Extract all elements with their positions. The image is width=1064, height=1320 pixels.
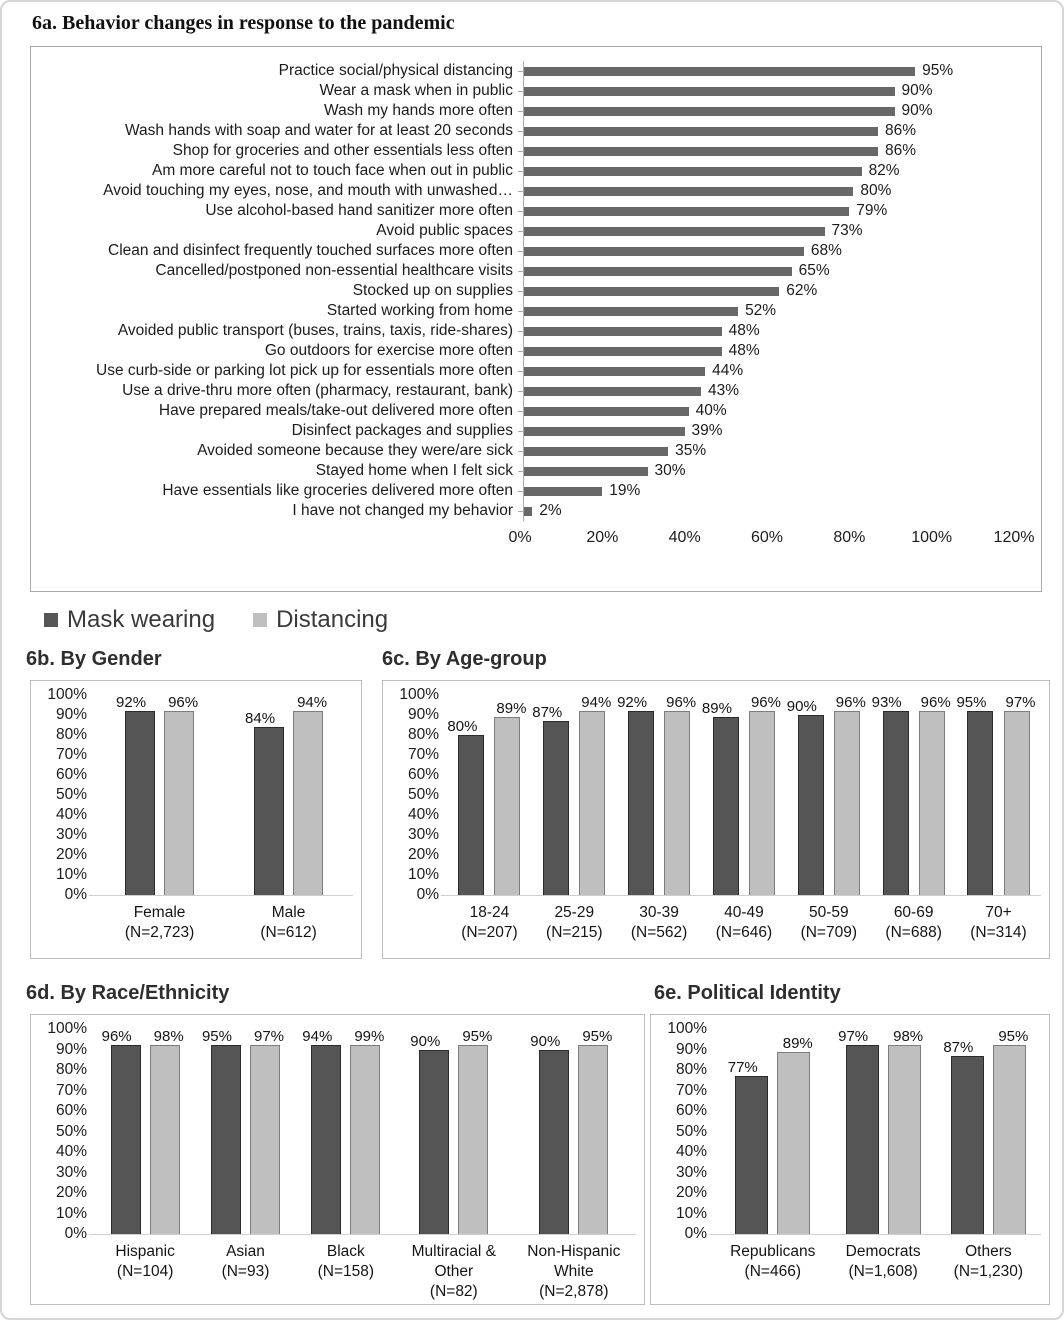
y-tick-label: 50% xyxy=(407,786,439,803)
mask-wearing-bar xyxy=(458,735,484,895)
hbar-bar xyxy=(524,267,792,276)
hbar-track xyxy=(523,261,1018,281)
y-tick-label: 30% xyxy=(407,826,439,843)
bar-value-label: 89% xyxy=(701,700,732,717)
distancing-bar xyxy=(164,711,194,895)
bar-value-label: 90% xyxy=(530,1032,561,1050)
hbar-bar xyxy=(524,367,705,376)
hbar-value-label: 95% xyxy=(922,62,954,79)
mask-wearing-bar xyxy=(539,1050,569,1235)
bar-group xyxy=(116,694,199,943)
y-tick-label: 80% xyxy=(675,1061,707,1078)
y-tick-label: 50% xyxy=(675,1122,707,1140)
y-tick-label: 30% xyxy=(55,826,87,843)
hbar-bar xyxy=(524,107,895,116)
mask-wearing-bar xyxy=(883,711,909,895)
y-tick-label: 40% xyxy=(675,1143,707,1160)
hbar-category-label: Have prepared meals/take-out delivered more often xyxy=(158,402,513,419)
hbar-track xyxy=(523,461,1018,481)
hbar-value-label: 86% xyxy=(885,142,917,159)
hbar-rows xyxy=(37,61,1041,521)
bar-group xyxy=(617,694,697,943)
mask-wearing-bar xyxy=(846,1045,879,1234)
hbar-track xyxy=(523,281,1018,301)
legend-item-mask-wearing xyxy=(44,606,215,634)
hbar-bar xyxy=(524,227,825,236)
bar-group xyxy=(786,694,866,943)
figure-6e-panel xyxy=(650,1014,1050,1305)
distancing-bar xyxy=(749,711,775,895)
bar-value-label: 84% xyxy=(245,710,276,727)
bar-value-label: 89% xyxy=(782,1034,813,1052)
bar-value-label: 95% xyxy=(201,1028,232,1045)
y-axis xyxy=(659,1020,715,1242)
category-label: 25-29 (N=215) xyxy=(546,904,603,942)
hbar-bar xyxy=(524,407,689,416)
y-tick-label: 10% xyxy=(55,866,87,883)
hbar-category-label: Avoid touching my eyes, nose, and mouth with unwashed… xyxy=(103,182,513,199)
mask-wearing-bar xyxy=(798,715,824,895)
hbar-value-label: 39% xyxy=(691,422,723,439)
hbar-category-label: Avoided someone because they were/are sick xyxy=(197,442,513,459)
bar-group xyxy=(527,1029,620,1302)
hbar-track xyxy=(523,61,1018,81)
category-label: Black (N=158) xyxy=(317,1243,375,1281)
category-label: 70+ (N=314) xyxy=(970,904,1027,942)
hbar-category-label: Have essentials like groceries delivered more often xyxy=(162,482,513,499)
distancing-bar xyxy=(834,711,860,895)
legend-label: Mask wearing xyxy=(67,606,216,633)
category-label: Multiracial & Other (N=82) xyxy=(411,1243,497,1301)
hbar-row xyxy=(37,241,1041,261)
bar-value-label: 95% xyxy=(956,694,987,711)
bar-value-label: 87% xyxy=(943,1038,974,1056)
bar-group xyxy=(701,694,781,943)
hbar-track xyxy=(523,501,1018,521)
bar-group xyxy=(532,694,612,943)
y-tick-label: 90% xyxy=(55,1040,87,1058)
hbar-track xyxy=(523,101,1018,121)
category-label: 50-59 (N=709) xyxy=(800,904,858,942)
hbar-row xyxy=(37,161,1041,181)
bar-group xyxy=(447,695,527,943)
bar-value-label: 87% xyxy=(532,704,563,721)
bar-value-label: 95% xyxy=(462,1028,493,1045)
y-tick-label: 90% xyxy=(407,706,439,723)
y-tick-label: 90% xyxy=(55,706,87,723)
y-tick-label: 10% xyxy=(55,1204,87,1222)
hbar-bar xyxy=(524,187,853,196)
distancing-bar xyxy=(350,1045,380,1234)
category-label: 18-24 (N=207) xyxy=(461,904,518,942)
category-label: 40-49 (N=646) xyxy=(715,904,773,942)
hbar-track xyxy=(523,161,1018,181)
y-tick-label: 50% xyxy=(55,786,87,803)
hbar-category-label: Avoid public spaces xyxy=(376,222,513,239)
hbar-track xyxy=(523,221,1018,241)
y-tick-label: 0% xyxy=(64,1225,87,1242)
hbar-row xyxy=(37,461,1041,481)
figure-6b-panel xyxy=(30,680,362,959)
bar-value-label: 95% xyxy=(998,1028,1029,1045)
bar-value-label: 98% xyxy=(153,1028,184,1045)
hbar-x-axis xyxy=(508,529,1035,553)
y-axis xyxy=(391,686,447,903)
hbar-value-label: 52% xyxy=(745,302,777,319)
y-tick-label: 60% xyxy=(675,1102,707,1119)
hbar-bar xyxy=(524,127,878,136)
y-tick-label: 20% xyxy=(55,846,87,863)
hbar-row xyxy=(37,261,1041,281)
hbar-category-label: I have not changed my behavior xyxy=(292,502,513,519)
distancing-bar xyxy=(664,711,690,895)
hbar-value-label: 48% xyxy=(728,342,760,359)
hbar-row xyxy=(37,321,1041,341)
bar-value-label: 89% xyxy=(496,700,527,717)
bar-groups xyxy=(95,1029,636,1302)
bar-value-label: 96% xyxy=(666,694,697,711)
hbar-track xyxy=(523,181,1018,201)
hbar-category-label: Wash my hands more often xyxy=(324,102,513,119)
y-tick-label: 0% xyxy=(416,886,439,903)
category-label: Others (N=1,230) xyxy=(953,1243,1024,1281)
bar-groups xyxy=(95,695,353,943)
x-tick-label: 80% xyxy=(833,529,866,546)
bar-value-label: 94% xyxy=(297,694,328,711)
hbar-row xyxy=(37,381,1041,401)
category-label: 30-39 (N=562) xyxy=(630,904,688,942)
category-label: Democrats (N=1,608) xyxy=(845,1243,921,1281)
hbar-track xyxy=(523,441,1018,461)
hbar-track xyxy=(523,121,1018,141)
x-tick-label: 60% xyxy=(750,529,784,546)
figure-6e-title: 6e. Political Identity xyxy=(654,982,841,1004)
hbar-value-label: 65% xyxy=(798,262,830,279)
distancing-bar xyxy=(579,711,605,895)
mask-wearing-swatch-icon xyxy=(44,613,58,627)
y-tick-label: 30% xyxy=(55,1163,87,1181)
distancing-bar xyxy=(919,711,945,895)
distancing-bar xyxy=(494,717,520,895)
hbar-value-label: 43% xyxy=(708,382,740,399)
hbar-track xyxy=(523,361,1018,381)
y-tick-label: 0% xyxy=(684,1225,707,1242)
hbar-bar xyxy=(524,287,779,296)
y-tick-label: 20% xyxy=(55,1184,87,1201)
y-tick-label: 60% xyxy=(55,766,87,783)
y-tick-label: 90% xyxy=(675,1040,707,1058)
mask-wearing-bar xyxy=(967,711,993,895)
hbar-category-label: Clean and disinfect frequently touched surfaces more often xyxy=(108,242,513,259)
distancing-bar xyxy=(993,1045,1026,1234)
hbar-track xyxy=(523,481,1018,501)
hbar-value-label: 40% xyxy=(695,402,727,419)
hbar-track xyxy=(523,81,1018,101)
figure-6c-panel xyxy=(382,680,1050,959)
y-tick-label: 100% xyxy=(47,1020,87,1037)
bar-groups xyxy=(447,695,1041,943)
hbar-bar xyxy=(524,347,722,356)
plot-area xyxy=(715,1029,1041,1304)
hbar-value-label: 68% xyxy=(810,242,842,259)
hbar-category-label: Shop for groceries and other essentials less often xyxy=(172,142,513,159)
y-tick-label: 70% xyxy=(55,746,87,763)
legend-label: Distancing xyxy=(276,606,389,633)
hbar-value-label: 44% xyxy=(712,362,744,379)
hbar-value-label: 30% xyxy=(654,462,686,479)
bar-value-label: 94% xyxy=(581,694,612,711)
bar-group xyxy=(727,1029,816,1282)
bar-group xyxy=(101,1028,184,1302)
bar-value-label: 94% xyxy=(302,1028,333,1045)
hbar-value-label: 86% xyxy=(885,122,917,139)
distancing-bar xyxy=(458,1045,488,1234)
bar-value-label: 95% xyxy=(582,1028,613,1045)
distancing-bar xyxy=(777,1052,810,1234)
hbar-track xyxy=(523,401,1018,421)
bar-value-label: 97% xyxy=(838,1028,869,1045)
hbar-category-label: Wash hands with soap and water for at least 20 seconds xyxy=(124,122,513,139)
x-tick-label: 100% xyxy=(911,529,953,546)
hbar-track xyxy=(523,421,1018,441)
y-tick-label: 80% xyxy=(55,726,87,743)
hbar-row xyxy=(37,101,1041,121)
category-label: Asian (N=93) xyxy=(221,1243,270,1281)
hbar-row xyxy=(37,421,1041,441)
hbar-bar xyxy=(524,87,895,96)
mask-wearing-bar xyxy=(111,1045,141,1234)
mask-wearing-bar xyxy=(713,717,739,895)
y-tick-label: 0% xyxy=(64,886,87,903)
hbar-bar xyxy=(524,167,862,176)
mask-wearing-bar xyxy=(628,711,654,895)
hbar-row xyxy=(37,141,1041,161)
hbar-track xyxy=(523,241,1018,261)
y-tick-label: 70% xyxy=(675,1081,707,1099)
figure-6d-title: 6d. By Race/Ethnicity xyxy=(26,982,230,1004)
hbar-value-label: 82% xyxy=(868,162,900,179)
bar-value-label: 92% xyxy=(116,694,147,711)
y-tick-label: 60% xyxy=(55,1102,87,1119)
y-tick-label: 40% xyxy=(55,806,87,823)
bar-value-label: 99% xyxy=(354,1028,385,1045)
category-label: 60-69 (N=688) xyxy=(885,904,942,942)
y-tick-label: 20% xyxy=(675,1184,707,1201)
hbar-bar xyxy=(524,207,849,216)
bar-value-label: 97% xyxy=(1005,694,1036,711)
distancing-bar xyxy=(888,1045,921,1234)
hbar-category-label: Avoided public transport (buses, trains, taxis, ride-shares) xyxy=(117,322,513,339)
hbar-bar xyxy=(524,447,668,456)
category-label: Female (N=2,723) xyxy=(124,904,195,942)
y-axis xyxy=(39,1020,95,1242)
bar-value-label: 96% xyxy=(835,694,866,711)
x-tick-label: 40% xyxy=(668,529,701,546)
hbar-bar xyxy=(524,67,915,76)
hbar-value-label: 73% xyxy=(831,222,863,239)
hbar-row xyxy=(37,401,1041,421)
bar-group xyxy=(956,694,1036,943)
mask-wearing-bar xyxy=(254,727,284,895)
bar-value-label: 97% xyxy=(253,1028,285,1045)
bar-group xyxy=(302,1028,385,1302)
hbar-category-label: Go outdoors for exercise more often xyxy=(264,342,513,359)
hbar-value-label: 2% xyxy=(539,502,562,519)
y-tick-label: 100% xyxy=(47,686,87,703)
hbar-category-label: Use alcohol-based hand sanitizer more often xyxy=(205,202,513,219)
x-tick-label: 20% xyxy=(586,529,619,546)
plot-area xyxy=(447,695,1041,958)
bar-groups xyxy=(715,1029,1041,1282)
mask-wearing-bar xyxy=(125,711,155,895)
y-tick-label: 50% xyxy=(55,1122,87,1140)
category-label: Hispanic (N=104) xyxy=(115,1243,175,1281)
hbar-value-label: 35% xyxy=(675,442,707,459)
hbar-track xyxy=(523,301,1018,321)
hbar-value-label: 19% xyxy=(609,482,641,499)
bar-group xyxy=(943,1028,1029,1282)
hbar-value-label: 90% xyxy=(901,82,933,99)
hbar-category-label: Practice social/physical distancing xyxy=(278,62,513,79)
distancing-bar xyxy=(1004,711,1030,895)
hbar-category-label: Disinfect packages and supplies xyxy=(291,422,513,439)
y-tick-label: 80% xyxy=(55,1061,87,1078)
distancing-swatch-icon xyxy=(253,613,267,627)
bar-group xyxy=(838,1028,924,1282)
hbar-bar xyxy=(524,487,602,496)
hbar-row xyxy=(37,121,1041,141)
hbar-row xyxy=(37,221,1041,241)
hbar-value-label: 79% xyxy=(856,202,888,219)
bar-value-label: 96% xyxy=(750,694,781,711)
y-tick-label: 10% xyxy=(407,866,439,883)
figure-6d-panel xyxy=(30,1014,645,1305)
bar-value-label: 77% xyxy=(727,1059,758,1077)
distancing-bar xyxy=(578,1045,608,1234)
bar-value-label: 92% xyxy=(617,694,648,711)
hbar-row xyxy=(37,341,1041,361)
hbar-bar xyxy=(524,507,532,516)
y-tick-label: 80% xyxy=(407,726,439,743)
y-tick-label: 40% xyxy=(407,806,439,823)
hbar-category-label: Use a drive-thru more often (pharmacy, restaurant, bank) xyxy=(122,382,513,399)
mask-wearing-bar xyxy=(419,1050,449,1235)
category-label: Non-Hispanic White (N=2,878) xyxy=(527,1243,621,1301)
bar-group xyxy=(201,1028,285,1302)
figure-6b-title: 6b. By Gender xyxy=(26,648,162,670)
distancing-bar xyxy=(293,711,323,895)
bar-value-label: 90% xyxy=(410,1032,441,1050)
hbar-track xyxy=(523,381,1018,401)
hbar-category-label: Am more careful not to touch face when out in public xyxy=(151,162,513,179)
legend xyxy=(44,606,388,634)
figure-6c-title: 6c. By Age-group xyxy=(382,648,547,670)
y-tick-label: 60% xyxy=(407,766,439,783)
hbar-track xyxy=(523,341,1018,361)
bar-group xyxy=(245,694,328,943)
figure-6a-panel xyxy=(30,46,1042,592)
plot-area xyxy=(95,695,353,958)
hbar-value-label: 62% xyxy=(786,282,818,299)
hbar-category-label: Cancelled/postponed non-essential healthcare visits xyxy=(155,262,513,279)
hbar-row xyxy=(37,501,1041,521)
hbar-row xyxy=(37,81,1041,101)
hbar-value-label: 48% xyxy=(728,322,760,339)
y-tick-label: 70% xyxy=(55,1081,87,1099)
hbar-row xyxy=(37,481,1041,501)
hbar-value-label: 80% xyxy=(860,182,892,199)
distancing-bar xyxy=(250,1045,280,1234)
mask-wearing-bar xyxy=(951,1056,984,1234)
bar-group xyxy=(871,694,951,943)
hbar-track xyxy=(523,321,1018,341)
y-tick-label: 70% xyxy=(407,746,439,763)
mask-wearing-bar xyxy=(543,721,569,895)
bar-group xyxy=(412,1029,496,1302)
hbar-bar xyxy=(524,247,804,256)
bar-value-label: 90% xyxy=(786,698,817,715)
y-tick-label: 20% xyxy=(407,846,439,863)
hbar-row xyxy=(37,281,1041,301)
hbar-value-label: 90% xyxy=(901,102,933,119)
y-tick-label: 100% xyxy=(667,1020,707,1037)
hbar-category-label: Stocked up on supplies xyxy=(352,282,513,299)
hbar-category-label: Use curb-side or parking lot pick up for essentials more often xyxy=(96,362,513,379)
hbar-bar xyxy=(524,467,648,476)
hbar-track xyxy=(523,201,1018,221)
hbar-bar xyxy=(524,387,701,396)
y-tick-label: 100% xyxy=(399,686,439,703)
hbar-bar xyxy=(524,307,738,316)
bar-value-label: 96% xyxy=(101,1028,132,1045)
hbar-row xyxy=(37,301,1041,321)
bar-value-label: 80% xyxy=(447,718,478,735)
x-tick-label: 120% xyxy=(993,529,1035,546)
legend-item-distancing xyxy=(253,606,388,634)
hbar-row xyxy=(37,181,1041,201)
plot-area xyxy=(95,1029,636,1304)
y-tick-label: 10% xyxy=(675,1204,707,1222)
bar-value-label: 96% xyxy=(920,694,951,711)
bar-value-label: 93% xyxy=(871,694,902,711)
hbar-category-label: Wear a mask when in public xyxy=(319,82,513,99)
hbar-bar xyxy=(524,427,685,436)
bar-value-label: 98% xyxy=(893,1028,924,1045)
hbar-bar xyxy=(524,147,878,156)
hbar-row xyxy=(37,61,1041,81)
hbar-category-label: Stayed home when I felt sick xyxy=(315,462,513,479)
mask-wearing-bar xyxy=(735,1076,768,1234)
mask-wearing-bar xyxy=(311,1045,341,1234)
figure-6a-title: 6a. Behavior changes in response to the pandemic xyxy=(32,12,455,34)
hbar-bar xyxy=(524,327,722,336)
y-axis xyxy=(39,686,95,903)
hbar-row xyxy=(37,441,1041,461)
mask-wearing-bar xyxy=(211,1045,241,1234)
category-label: Republicans (N=466) xyxy=(730,1243,816,1281)
y-tick-label: 40% xyxy=(55,1143,87,1160)
hbar-row xyxy=(37,361,1041,381)
category-label: Male (N=612) xyxy=(260,904,317,942)
hbar-category-label: Started working from home xyxy=(326,302,513,319)
y-tick-label: 30% xyxy=(675,1163,707,1181)
hbar-row xyxy=(37,201,1041,221)
distancing-bar xyxy=(150,1045,180,1234)
bar-value-label: 96% xyxy=(168,694,199,711)
x-tick-label: 0% xyxy=(508,529,532,546)
hbar-track xyxy=(523,141,1018,161)
